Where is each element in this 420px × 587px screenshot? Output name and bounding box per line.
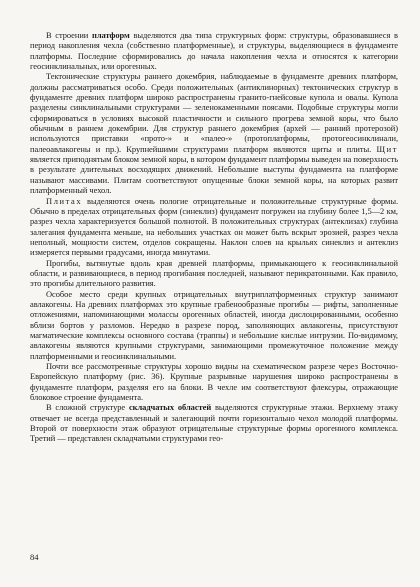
text-run: выделяются два типа структурных форм: структуры, образовавшиеся в период накопления чехла (собственно платформенные), и структуры, выделяющиеся в фундаменте платформы. Последние сформировались до начала накопления чехла и относятся к категории геосинклинальных, или орогенных.	[30, 30, 398, 72]
text-run: Почти все рассмотренные структуры хорошо видны на схематическом разрезе через Восточно-Европейскую платформу (рис. 36). Крупные разрывные нарушения широко распространены в фундаменте платформ, разделяя его на блоки. В чехле им соответствуют флексуры, отражающие блоковое строение фундамента.	[30, 361, 398, 403]
page-number: 84	[30, 552, 39, 562]
text-run: является приподнятым блоком земной коры, в котором фундамент платформы выведен на поверхность в результате длительных восходящих движений. Небольшие выступы фундамента на платформе называют массивами. Плитам соответствуют опущенные блоки земной коры, на которых развит платформенный чехол.	[30, 154, 398, 196]
paragraph	[30, 402, 398, 443]
text-run: В строении	[46, 30, 93, 40]
text-run: выделяются очень пологие отрицательные и положительные структурные формы. Обычно в пределах отрицательных форм (синеклиз) фундамент погружен на глубину более 1,5—2 км, разрез чехла характеризуется большой полнотой. В положительных структурах (антеклизах) глубина залегания фундамента меньше, на небольших участках он может быть вскрыт эрозией, разрез чехла неполный, мощности систем, отделов сокращены. Наклон слоев на крыльях синеклиз и антеклиз измеряется первыми градусами, иногда минутами.	[30, 195, 398, 258]
spaced-term: Плитах	[46, 195, 83, 206]
bold-term: платформ	[92, 30, 130, 40]
spaced-term: Щит	[376, 143, 398, 154]
paragraph	[30, 361, 398, 402]
paragraph	[30, 258, 398, 289]
text-run: Особое место среди крупных отрицательных внутриплатформенных структур занимают авлакогены. На древних платформах это крупные грабенообразные прогибы — рифты, заполненные отложениями, напоминающими молассы орогенных областей, иногда дислоцированными, особенно вблизи бортов у разломов. Нередко в разрезе пород, заполняющих авлакогены, присутствуют магматические комплексы основного состава (траппы) и небольшие кислые интрузии. По-видимому, авлакогены являются крупными структурами, занимающими промежуточное положение между платформенными и геосинклинальными.	[30, 288, 398, 361]
text-run: выделяются структурные этажи. Верхнему этажу отвечает не всегда представленный и залегающий почти горизонтально чехол молодой платформы. Второй от поверхности этаж образуют отрицательные структурные формы орогенного комплекса. Третий — представлен складчатыми структурами гео-	[30, 402, 398, 444]
text-run: Тектонические структуры раннего докембрия, наблюдаемые в фундаменте древних платформ, должны рассматриваться особо. Среди положительных (антиклинорных) тектонических структур в фундаменте древних платформ широко распространены гранито-гнейсовые купола и овалы. Купола разделены синклинальными структурами — зеленокаменными поясами. Подобные структуры могли сформироваться в условиях высокой пластичности и сильного прогрева земной коры, что было обычным в раннем докембрии. Для структур раннего докембрия (архей — ранний протерозой) используются приставки «прото-» и «палео-» (протоплатформы, протогеосинклинали, палеоавлакогены и пр.). Крупнейшими структурами платформ являются щиты и плиты.	[30, 71, 398, 154]
paragraph	[30, 71, 398, 195]
paragraph	[30, 196, 398, 258]
bold-term: складчатых областей	[128, 402, 212, 413]
body-text	[30, 30, 398, 444]
text-run: Прогибы, вытянутые вдоль края древней платформы, примыкающего к геосинклинальной области, и развивающиеся, в период прогибания последней, называют перикратонными. Как правило, это прогибы длительного развития.	[30, 257, 398, 289]
text-run: В сложной структуре	[46, 402, 129, 413]
paragraph	[30, 30, 398, 71]
paragraph	[30, 289, 398, 361]
